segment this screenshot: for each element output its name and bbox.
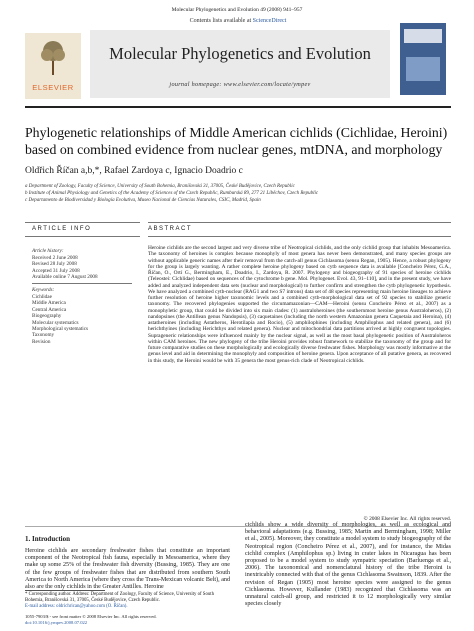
elsevier-wordmark: ELSEVIER	[32, 83, 74, 92]
running-head: Molecular Phylogenetics and Evolution 49 (2008) 941–957	[171, 7, 303, 13]
cover-image	[406, 57, 440, 81]
keyword: Biogeography	[32, 313, 62, 320]
article-info-rule	[25, 236, 140, 237]
intro-heading: 1. Introduction	[25, 535, 70, 543]
keyword: Revision	[32, 338, 51, 345]
keywords-rule	[32, 283, 132, 284]
elsevier-logo	[25, 33, 81, 99]
article-authors: Oldřich Říčan a,b,*, Rafael Zardoya c, Ignacio Doadrio c	[25, 166, 243, 176]
email-address[interactable]: E-mail address: oldrichrican@yahoo.com (O. Říčan).	[25, 603, 128, 609]
issn-line: 1055-7903/$ - see front matter © 2008 Elsevier Inc. All rights reserved.	[25, 614, 157, 619]
keywords-label: Keywords:	[32, 287, 55, 293]
contents-line	[100, 18, 376, 24]
cover-title-strip	[404, 29, 442, 43]
affiliation-a: a Department of Zoology, Faculty of Science, University of South Bohemia, Branišovská 31, 37005, České Budějovice, Czech Republic	[25, 184, 295, 189]
history-received: Received 2 June 2008	[32, 254, 78, 261]
journal-homepage[interactable]: journal homepage: www.elsevier.com/locate/ympev	[169, 81, 311, 88]
contents-prefix: Contents lists available at	[189, 18, 253, 24]
article-title: Phylogenetic relationships of Middle American cichlids (Cichlidae, Heroini) based on combined evidence from nuclear genes, mtDNA, and morphology	[25, 125, 448, 157]
affiliation-c: c Departamento de Biodiversidad y Biología Evolutiva, Museo Nacional de Ciencias Naturales, CSIC, Madrid, Spain	[25, 198, 261, 203]
affiliations	[25, 183, 455, 204]
elsevier-tree-icon	[39, 39, 67, 75]
journal-title: Molecular Phylogenetics and Evolution	[109, 44, 371, 63]
abstract-rule-top	[148, 222, 451, 223]
journal-cover-thumbnail	[400, 23, 446, 95]
article-info-heading: ARTICLE INFO	[32, 226, 92, 232]
corresponding-author-note: * Corresponding author. Address: Department of Zoology, Faculty of Science, University of South Bohemia, Branišovská 31, 37005, České Budějovice, Czech Republic.	[25, 592, 215, 603]
footnote-rule	[25, 590, 105, 591]
keyword: Molecular systematics	[32, 319, 79, 326]
doi-block	[25, 614, 157, 625]
sciencedirect-link[interactable]: ScienceDirect	[252, 18, 287, 24]
history-label: Article history:	[32, 248, 64, 254]
footnote	[25, 592, 230, 610]
keyword: Middle America	[32, 300, 66, 307]
intro-column-right: cichlids show a wide diversity of morphologies, as well as ecological and behavioral adaptations (e.g. Bussing, 1985; Martin and Bermingham, 1998; Miller et al., 2005). Moreover, they constitute a model system to study biogeography of the Neotropical region (Concheiro Pérez et al., 2007), and for instance, the Midas cichlid complex (Amphilophus sp.) living in crater lakes in Nicaragua has been proposed to be a model system to study sympatric speciation (Barluenga et al., 2006). The taxonomical and nomenclatural history of the tribe Heroini is inextricably connected with that of the genus Cichlasoma Swainson, 1839. After the revision of Regan (1905) most heroine species were assigned to the genus Cichlasoma. However, Kullander (1983) recognized that Cichlasoma was an unnatural catch-all group, and restricted it to 12 morphologically very similar species closely	[245, 522, 451, 608]
history-accepted: Accepted 31 July 2008	[32, 267, 80, 274]
history-online: Available online 7 August 2008	[32, 274, 98, 280]
article-history	[32, 248, 98, 281]
keyword: Cichlidae	[32, 294, 52, 300]
affiliation-b: b Institute of Animal Physiology and Genetics of the Academy of Sciences of the Czech Republic, Rumburská 89, 277 21 Liběchov, Czech Republic	[25, 191, 319, 196]
keyword: Morphological systematics	[32, 326, 89, 333]
header-rule	[25, 106, 451, 108]
keyword: Taxonomy	[32, 332, 55, 339]
abstract-rule	[148, 236, 451, 237]
abstract-heading: ABSTRACT	[148, 226, 193, 232]
abstract-text: Heroine cichlids are the second largest and very diverse tribe of Neotropical cichlids, and the only cichlid group that inhabits Mesoamerica. The taxonomy of heroines is complex because monophyly of most genera has never been demonstrated, and many species groups are without applicable generic names after their removal from the catch-all genus Cichlasoma (sensu Regan, 1905). Hence, a robust phylogeny for the group is largely wanting. A rather complete heroine phylogeny based on cytb sequence data is available [Concheiro Pérez, G.A., Říčan, O., Ortí G., Bermingham, E., Doadrio, I., Zardoya, R. 2007. Phylogeny and biogeography of 91 species of heroine cichlids (Teleostei: Cichlidae) based on sequences of the cytochrome b gene. Mol. Phylogenet. Evol. 43, 91–110], and in the present study, we have added and analyzed independent data sets (nuclear and morphological) to further confirm and strengthen the cytb phylogenetic hypothesis. We have analyzed a combined cytb-nuclear (RAG1 and two S7 introns) data set of 48 species representing main heroine lineages to achieve further resolution of heroine higher taxonomic levels and a combined cytb-morphological data set of 92 species to stabilize generic taxonomy. The recovered phylogenies supported the circumamazonian—CAM—Heroini (sensu Concheiro Pérez et al., 2007) as a monophyletic group, that could be divided into six main clades: (1) australoheroines (the southernmost heroine genus Australoheros), (2) nandopsines (the Antillean genus Nandopsis), (3) caquetaines (including the north western Amazonian genera Caquetaia and Heroina), (4) astatheroines (including Astatheros, Herotilapia and Rocio), (5) amphilophines (including Amphilophus and related genera), and (6) herichthyines (including Herichthys and related genera). Nuclear and mitochondrial data partitions arrived at highly congruent topologies. Suprageneric relationships were influenced mainly by the nuclear signal, as well as the most basal phylogenetic position of Australoheros within CAM heroines. The new phylogeny of the tribe Heroini provides robust framework to stabilize the taxonomy of the group and for future comparative studies on these morphologically and ecologically diverse freshwater fishes. Morphology was mostly informative at the genus level and aid in determining the monophyly and composition of heroine genera. Upon acceptance of all putative genera, as recovered in this study, the Heroini would be with 35 genera the most genus-rich clade of Neotropical cichlids.	[148, 245, 451, 364]
article-info-rule-top	[25, 222, 140, 223]
history-revised: Revised 28 July 2008	[32, 261, 77, 267]
copyright-line: © 2008 Elsevier Inc. All rights reserved.	[363, 516, 451, 522]
doi-link[interactable]: doi:10.1016/j.ympev.2008.07.022	[25, 619, 88, 625]
intro-column-left: Heroine cichlids are secondary freshwater fishes that constitute an important component of the Neotropical fish fauna, especially in Mesoamerica, where they make up some 25% of the freshwater fish diversity (Bussing, 1985). They are one of the few groups of freshwater fishes that are distributed from southern South America to North America (where they cross the Trans-Mexican volcanic Belt), and also are the only cichlids in the Greater Antilles. Heroine	[25, 548, 230, 591]
keywords-list	[32, 294, 88, 345]
keyword: Central America	[32, 306, 67, 313]
